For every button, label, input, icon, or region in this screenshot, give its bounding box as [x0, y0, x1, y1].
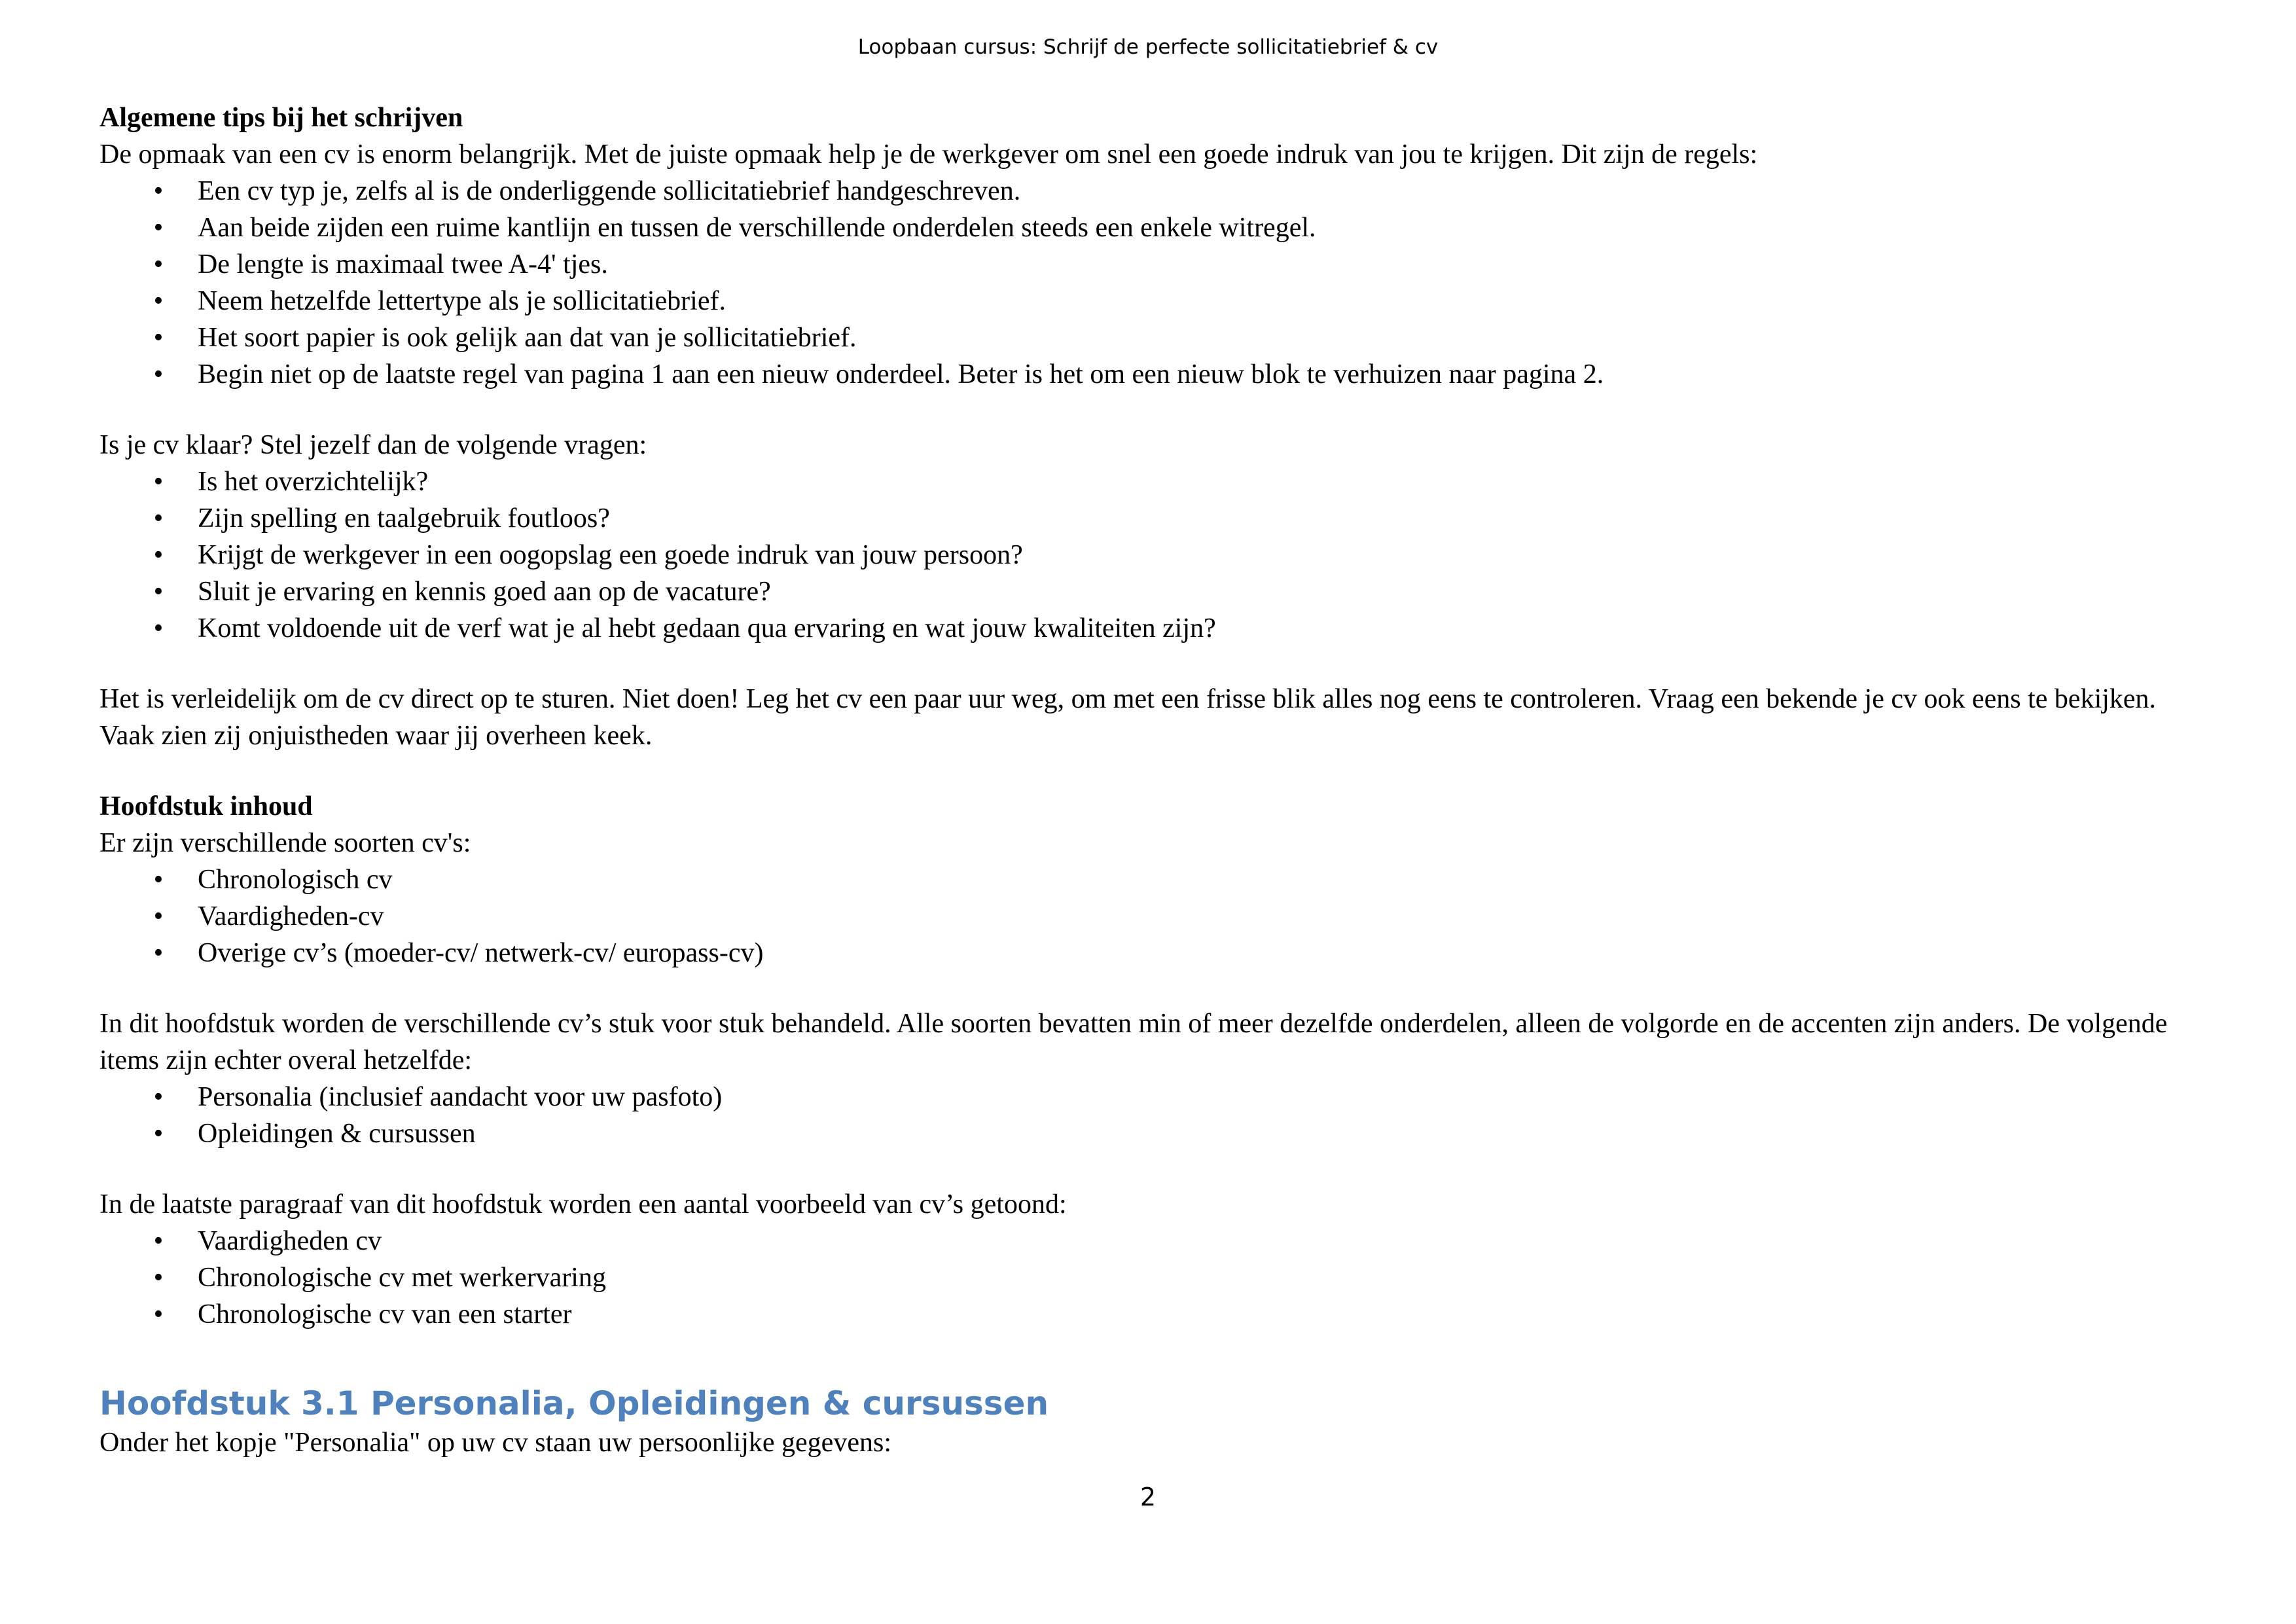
common-items-list — [99, 1079, 2214, 1152]
blank-line — [99, 393, 2214, 427]
blank-line — [99, 647, 2214, 681]
rules-list — [99, 173, 2214, 393]
page-content — [99, 99, 2214, 1461]
list-item — [99, 1223, 2214, 1259]
list-item — [99, 356, 2214, 393]
list-item-text: Is het overzichtelijk? — [198, 467, 429, 497]
list-item-text: Sluit je ervaring en kennis goed aan op de vacature? — [198, 577, 771, 607]
list-item-text: Het soort papier is ook gelijk aan dat van je sollicitatiebrief. — [198, 323, 857, 353]
blank-line — [99, 1333, 2214, 1382]
list-item-text: Chronologisch cv — [198, 865, 393, 895]
advice-paragraph: Het is verleidelijk om de cv direct op te sturen. Niet doen! Leg het cv een paar uur weg, om met een frisse blik alles nog eens te controleren. Vraag een bekende je cv ook eens te bekijken. Vaak zien zij onjuistheden waar jij overheen keek. — [99, 684, 2157, 751]
list-item — [99, 173, 2214, 209]
list-item — [99, 246, 2214, 283]
list-item — [99, 935, 2214, 971]
list-item — [99, 898, 2214, 935]
bullet-icon: • — [153, 938, 164, 968]
blank-line — [99, 754, 2214, 788]
bullet-icon: • — [153, 359, 164, 389]
list-item-text: De lengte is maximaal twee A-4' tjes. — [198, 249, 608, 280]
list-item-text: Zijn spelling en taalgebruik foutloos? — [198, 503, 610, 533]
cv-types-list — [99, 861, 2214, 971]
list-item-text: Overige cv’s (moeder-cv/ netwerk-cv/ europass-cv) — [198, 938, 764, 968]
bullet-icon: • — [153, 249, 164, 280]
check-intro: Is je cv klaar? Stel jezelf dan de volgende vragen: — [99, 430, 647, 460]
examples-list — [99, 1223, 2214, 1333]
list-item — [99, 500, 2214, 537]
list-item-text: Begin niet op de laatste regel van pagina 1 aan een nieuw onderdeel. Beter is het om een nieuw blok te verhuizen naar pagina 2. — [198, 359, 1604, 389]
types-intro: Er zijn verschillende soorten cv's: — [99, 828, 471, 858]
list-item-text: Vaardigheden-cv — [198, 901, 384, 931]
list-item-text: Krijgt de werkgever in een oogopslag een goede indruk van jouw persoon? — [198, 540, 1023, 570]
list-item — [99, 537, 2214, 573]
list-item — [99, 319, 2214, 356]
bullet-icon: • — [153, 577, 164, 607]
bullet-icon: • — [153, 901, 164, 931]
bullet-icon: • — [153, 613, 164, 643]
bullet-icon: • — [153, 865, 164, 895]
tips-heading: Algemene tips bij het schrijven — [99, 103, 463, 133]
list-item-text: Personalia (inclusief aandacht voor uw pasfoto) — [198, 1082, 723, 1112]
bullet-icon: • — [153, 503, 164, 533]
list-item — [99, 861, 2214, 898]
list-item-text: Chronologische cv van een starter — [198, 1299, 572, 1329]
bullet-icon: • — [153, 1226, 164, 1256]
check-questions-list — [99, 463, 2214, 647]
list-item — [99, 1296, 2214, 1333]
bullet-icon: • — [153, 1263, 164, 1293]
examples-intro: In de laatste paragraaf van dit hoofdstuk worden een aantal voorbeeld van cv’s getoond: — [99, 1189, 1067, 1219]
list-item-text: Chronologische cv met werkervaring — [198, 1263, 606, 1293]
section-heading: Hoofdstuk 3.1 Personalia, Opleidingen & cursussen — [99, 1384, 1049, 1422]
bullet-icon: • — [153, 213, 164, 243]
list-item — [99, 610, 2214, 647]
blank-line — [99, 1152, 2214, 1186]
page-number: 2 — [1139, 1483, 1157, 1511]
bullet-icon: • — [153, 1082, 164, 1112]
list-item — [99, 1079, 2214, 1115]
personalia-intro: Onder het kopje "Personalia" op uw cv staan uw persoonlijke gegevens: — [99, 1428, 891, 1458]
list-item-text: Een cv typ je, zelfs al is de onderliggende sollicitatiebrief handgeschreven. — [198, 176, 1021, 206]
list-item-text: Vaardigheden cv — [198, 1226, 382, 1256]
list-item — [99, 1259, 2214, 1296]
bullet-icon: • — [153, 176, 164, 206]
list-item-text: Komt voldoende uit de verf wat je al hebt gedaan qua ervaring en wat jouw kwaliteiten zijn? — [198, 613, 1216, 643]
bullet-icon: • — [153, 323, 164, 353]
list-item-text: Opleidingen & cursussen — [198, 1119, 476, 1149]
list-item — [99, 573, 2214, 610]
list-item — [99, 1115, 2214, 1152]
list-item — [99, 463, 2214, 500]
list-item-text: Aan beide zijden een ruime kantlijn en tussen de verschillende onderdelen steeds een enkele witregel. — [198, 213, 1316, 243]
list-item — [99, 283, 2214, 319]
bullet-icon: • — [153, 1119, 164, 1149]
bullet-icon: • — [153, 1299, 164, 1329]
bullet-icon: • — [153, 467, 164, 497]
bullet-icon: • — [153, 540, 164, 570]
list-item-text: Neem hetzelfde lettertype als je sollicitatiebrief. — [198, 286, 726, 316]
bullet-icon: • — [153, 286, 164, 316]
running-header: Loopbaan cursus: Schrijf de perfecte sollicitatiebrief & cv — [857, 35, 1439, 59]
common-items-intro: In dit hoofdstuk worden de verschillende cv’s stuk voor stuk behandeld. Alle soorten bevatten min of meer dezelfde onderdelen, alleen de volgorde en de accenten zijn anders. De volgende items zijn echter overal hetzelfde: — [99, 1009, 2168, 1075]
chapter-contents-heading: Hoofdstuk inhoud — [99, 791, 313, 821]
list-item — [99, 209, 2214, 246]
blank-line — [99, 971, 2214, 1005]
tips-intro: De opmaak van een cv is enorm belangrijk. Met de juiste opmaak help je de werkgever om snel een goede indruk van jou te krijgen. Dit zijn de regels: — [99, 139, 1758, 170]
